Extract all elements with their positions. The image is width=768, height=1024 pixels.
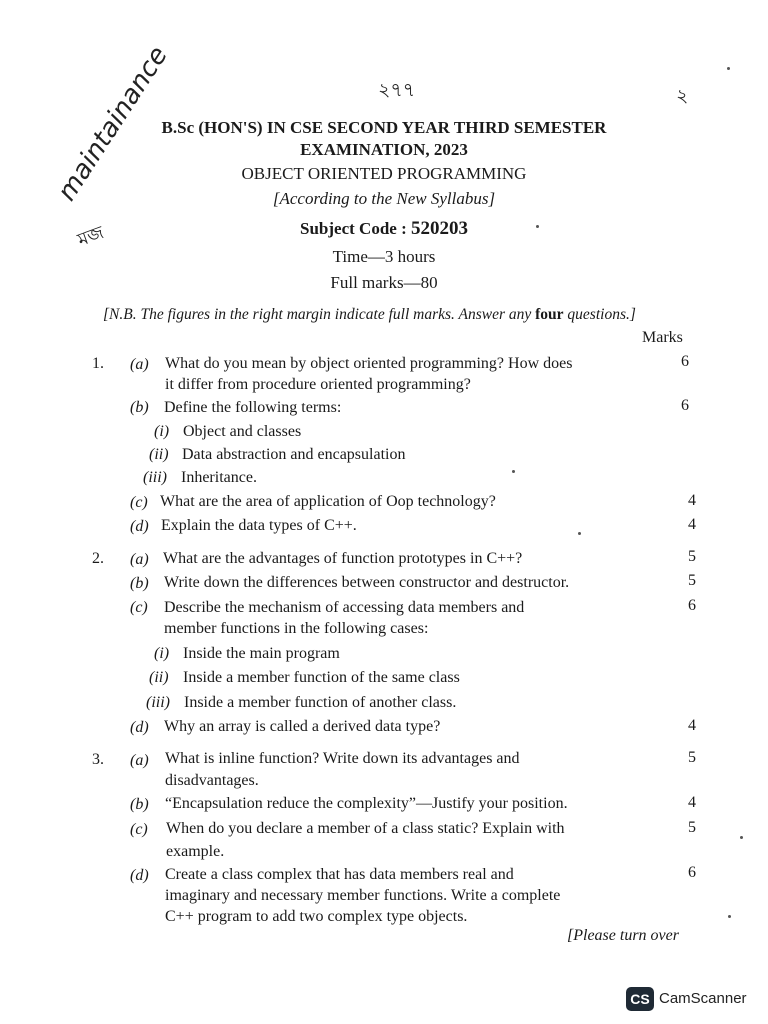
- camscanner-logo: CS: [626, 987, 654, 1011]
- sub-label: (iii): [143, 469, 167, 486]
- question-number: 3.: [92, 751, 104, 768]
- part-marks: 4: [688, 516, 696, 533]
- camscanner-name: CamScanner: [659, 990, 747, 1007]
- part-marks: 6: [681, 397, 689, 414]
- handwritten-margin-mark: মজ: [74, 222, 107, 251]
- part-marks: 6: [688, 597, 696, 614]
- part-text: What are the advantages of function prototypes in C++?: [163, 550, 523, 567]
- part-text: Why an array is called a derived data type?: [164, 718, 441, 735]
- sub-label: (ii): [149, 446, 169, 463]
- part-marks: 5: [688, 548, 696, 565]
- syllabus-note: [According to the New Syllabus]: [272, 189, 496, 208]
- part-text-cont: C++ program to add two complex type objects.: [165, 908, 468, 925]
- scan-speck: [578, 532, 581, 535]
- part-marks: 4: [688, 717, 696, 734]
- scan-speck: [536, 225, 539, 228]
- instructions-open: [N.B. The figures in the right margin indicate full marks. Answer any: [103, 306, 536, 323]
- part-text: “Encapsulation reduce the complexity”—Justify your position.: [165, 795, 568, 812]
- marks-column-header: Marks: [642, 329, 683, 346]
- handwritten-page-number: ২৭৭: [378, 79, 416, 101]
- question-number: 2.: [92, 550, 104, 567]
- sub-text: Inside a member function of the same class: [183, 669, 460, 686]
- instructions: [103, 306, 636, 324]
- part-marks: 6: [688, 864, 696, 881]
- scan-speck: [740, 836, 743, 839]
- part-text-cont: member functions in the following cases:: [164, 620, 429, 637]
- part-label: (a): [130, 356, 149, 373]
- part-label: (b): [130, 796, 149, 813]
- part-marks: 5: [688, 749, 696, 766]
- scan-speck: [728, 915, 731, 918]
- part-label: (a): [130, 551, 149, 568]
- exam-title-line2: EXAMINATION, 2023: [300, 140, 468, 159]
- sub-text: Object and classes: [183, 423, 302, 440]
- part-text: Create a class complex that has data members real and: [165, 866, 514, 883]
- part-marks: 4: [688, 794, 696, 811]
- exam-time: Time—3 hours: [332, 247, 436, 266]
- part-label: (a): [130, 752, 149, 769]
- handwritten-corner-number: ২: [676, 85, 689, 107]
- subject-title: OBJECT ORIENTED PROGRAMMING: [241, 164, 527, 183]
- exam-title-line1: B.Sc (HON'S) IN CSE SECOND YEAR THIRD SEMESTER: [161, 118, 607, 137]
- sub-label: (ii): [149, 669, 169, 686]
- part-text: What is inline function? Write down its advantages and: [165, 750, 520, 767]
- part-text: Define the following terms:: [164, 399, 342, 416]
- part-label: (c): [130, 494, 148, 511]
- scan-speck: [727, 67, 730, 70]
- part-label: (d): [130, 719, 149, 736]
- sub-text: Inside the main program: [183, 645, 340, 662]
- part-label: (c): [130, 599, 148, 616]
- sub-text: Inside a member function of another class.: [184, 694, 457, 711]
- subject-code: [0, 218, 768, 240]
- part-text: What do you mean by object oriented programming? How does: [165, 355, 573, 372]
- part-text-cont: imaginary and necessary member functions. Write a complete: [165, 887, 561, 904]
- part-marks: 4: [688, 492, 696, 509]
- part-text: Describe the mechanism of accessing data members and: [164, 599, 525, 616]
- part-text: What are the area of application of Oop technology?: [160, 493, 496, 510]
- subject-code-value: 520203: [410, 218, 468, 239]
- part-marks: 6: [681, 353, 689, 370]
- handwritten-margin-note: maintainance: [52, 41, 174, 207]
- scan-speck: [512, 470, 515, 473]
- subject-code-label: Subject Code :: [300, 219, 411, 238]
- sub-label: (i): [154, 645, 170, 662]
- part-text: When do you declare a member of a class static? Explain with: [166, 820, 565, 837]
- part-text: Write down the differences between constructor and destructor.: [164, 574, 570, 591]
- part-label: (c): [130, 821, 148, 838]
- part-label: (b): [130, 399, 149, 416]
- part-text-cont: disadvantages.: [165, 772, 259, 789]
- sub-text: Data abstraction and encapsulation: [182, 446, 406, 463]
- sub-label: (iii): [146, 694, 170, 711]
- part-marks: 5: [688, 572, 696, 589]
- part-label: (d): [130, 867, 149, 884]
- instructions-close: questions.]: [563, 306, 636, 323]
- sub-text: Inheritance.: [181, 469, 257, 486]
- question-number: 1.: [92, 355, 104, 372]
- part-text-cont: example.: [166, 843, 225, 860]
- full-marks: Full marks—80: [330, 273, 438, 292]
- part-text-cont: it differ from procedure oriented programming?: [165, 376, 471, 393]
- part-label: (b): [130, 575, 149, 592]
- part-text: Explain the data types of C++.: [161, 517, 357, 534]
- instructions-bold: four: [535, 306, 564, 323]
- part-marks: 5: [688, 819, 696, 836]
- sub-label: (i): [154, 423, 170, 440]
- turn-over-note: [Please turn over: [567, 927, 679, 944]
- part-label: (d): [130, 518, 149, 535]
